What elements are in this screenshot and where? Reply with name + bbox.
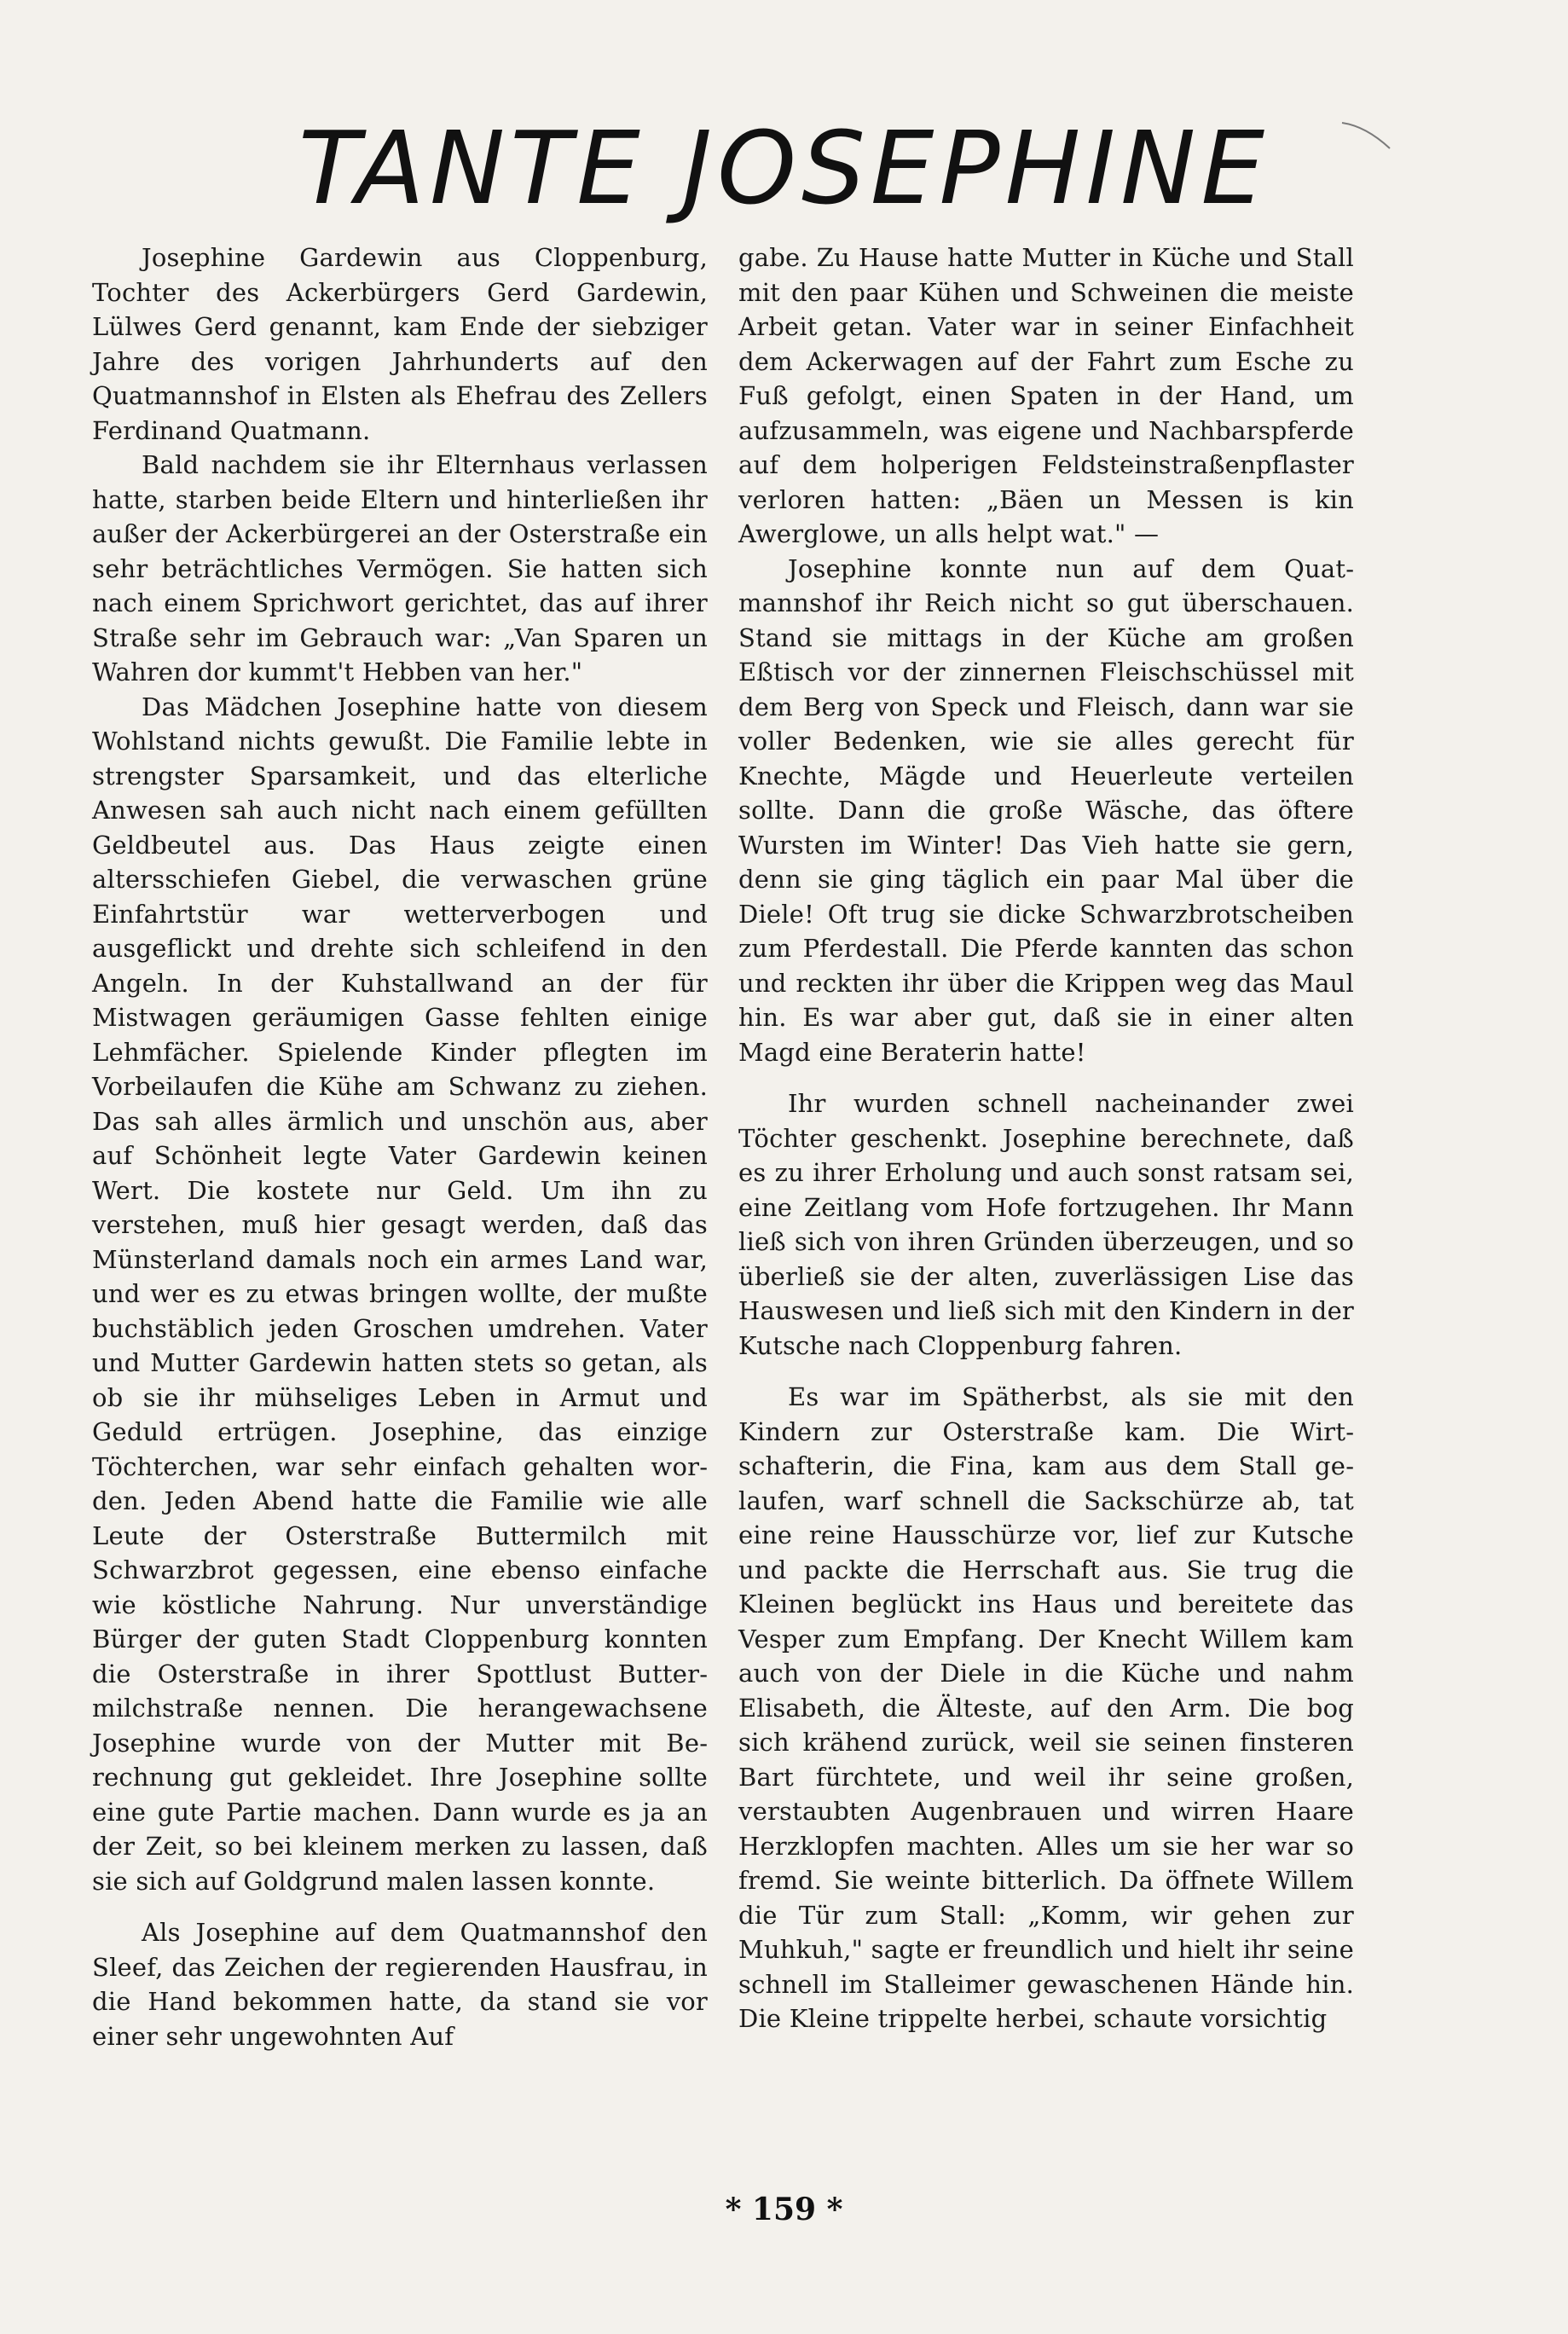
text-column-left: [92, 240, 708, 2053]
paragraph: Bald nachdem sie ihr Elternhaus verlassen hatte, starben beide Eltern und hinterließen ihr außer der Ackerbürgerei an der Osterstraße ein sehr beträchtliches Vermögen. Sie hatten sich nach einem Sprichwort gerichtet, das auf ihrer Straße sehr im Gebrauch war: „Van Sparen un Wahren dor kummt't Hebben van her.": [92, 450, 708, 686]
page-title: TANTE JOSEPHINE: [298, 109, 1270, 227]
paragraph: Es war im Spätherbst, als sie mit den Kindern zur Osterstraße kam. Die Wirtschafterin, die Fina, kam aus dem Stall gelaufen, warf schnell die Sackschürze ab, tat eine reine Hausschürze vor, lief zur Kutsche und packte die Herrschaft aus. Sie trug die Kleinen beglückt ins Haus und bereitete das Vesper zum Empfang. Der Knecht Willem kam auch von der Diele in die Küche und nahm Elisabeth, die Älteste, auf den Arm. Die bog sich krähend zurück, weil sie seinen finsteren Bart fürchtete, und weil ihr seine großen, verstaubten Augenbrauen und wirren Haare Herzklopfen machten. Alles um sie her war so fremd. Sie weinte bitterlich. Da öffnete Willem die Tür zum Stall: „Komm, wir gehen zur Muhkuh," sagte er freundlich und hielt ihr seine schnell im Stalleimer gewaschenen Hände hin. Die Kleine trippelte herbei, schaute vorsichtig: [738, 1382, 1354, 2033]
paragraph: gabe. Zu Hause hatte Mutter in Küche und Stall mit den paar Kühen und Schweinen die meiste Arbeit getan. Vater war in seiner Einfachheit dem Ackerwagen auf der Fahrt zum Esche zu Fuß gefolgt, einen Spaten in der Hand, um aufzusammeln, was eigene und Nachbarspferde auf dem holperigen Feldsteinstraßenpflaster verloren hatten: „Bäen un Messen is kin Awerglowe, un alls helpt wat." —: [738, 243, 1354, 548]
paragraph: Josephine Gardewin aus Cloppenburg, Tochter des Ackerbürgers Gerd Gardewin, Lülwes Gerd genannt, kam Ende der siebziger Jahre des vorigen Jahrhunderts auf den Quatmannshof in Elsten als Ehefrau des Zellers Ferdinand Quatmann.: [92, 243, 708, 445]
text-column-right: [738, 240, 1354, 2036]
paragraph: Das Mädchen Josephine hatte von diesem Wohlstand nichts gewußt. Die Familie lebte in strengster Sparsamkeit, und das elterliche Anwesen sah auch nicht nach einem gefüllten Geldbeutel aus. Das Haus zeigte einen altersschiefen Giebel, die verwaschen grüne Einfahrtstür war wetterverbogen und ausgeflickt und drehte sich schleifend in den Angeln. In der Kuhstallwand an der für Mistwagen geräumigen Gasse fehlten einige Lehmfächer. Spielende Kinder pflegten im Vorbeilaufen die Kühe am Schwanz zu ziehen. Das sah alles ärmlich und unschön aus, aber auf Schönheit legte Vater Gardewin keinen Wert. Die kostete nur Geld. Um ihn zu verstehen, muß hier gesagt werden, daß das Münsterland damals noch ein armes Land war, und wer es zu etwas bringen wollte, der mußte buchstäblich jeden Groschen umdrehen. Vater und Mutter Gardewin hatten stets so getan, als ob sie ihr mühseliges Leben in Armut und Geduld ertrügen. Josephine, das einzige Töchterchen, war sehr einfach gehalten worden. Jeden Abend hatte die Familie wie alle Leute der Osterstraße Buttermilch mit Schwarzbrot gegessen, eine ebenso einfache wie köstliche Nahrung. Nur unverständige Bürger der guten Stadt Cloppenburg konnten die Osterstraße in ihrer Spottlust Buttermilchstraße nennen. Die herangewachsene Josephine wurde von der Mutter mit Berechnung gut gekleidet. Ihre Josephine sollte eine gute Partie machen. Dann wurde es ja an der Zeit, so bei kleinem merken zu lassen, daß sie sich auf Goldgrund malen lassen konnte.: [92, 692, 708, 1896]
page-number: * 159 *: [725, 2192, 843, 2227]
paragraph: Als Josephine auf dem Quatmannshof den Sleef, das Zeichen der regierenden Hausfrau, in die Hand bekommen hatte, da stand sie vor einer sehr ungewohnten Auf: [92, 1918, 708, 2051]
corner-stroke-mark: [1340, 118, 1392, 152]
paragraph: Ihr wurden schnell nacheinander zwei Töchter geschenkt. Josephine berechnete, daß es zu ihrer Erholung und auch sonst ratsam sei, eine Zeitlang vom Hofe fortzugehen. Ihr Mann ließ sich von ihren Gründen überzeugen, und so überließ sie der alten, zuverlässigen Lise das Hauswesen und ließ sich mit den Kindern in der Kutsche nach Cloppenburg fahren.: [738, 1089, 1354, 1360]
paragraph: Josephine konnte nun auf dem Quatmannshof ihr Reich nicht so gut überschauen. Stand sie mittags in der Küche am großen Eßtisch vor der zinnernen Fleischschüssel mit dem Berg von Speck und Fleisch, dann war sie voller Bedenken, wie sie alles gerecht für Knechte, Mägde und Heuerleute verteilen sollte. Dann die große Wäsche, das öftere Wursten im Winter! Das Vieh hatte sie gern, denn sie ging täglich ein paar Mal über die Diele! Oft trug sie dicke Schwarzbrotscheiben zum Pferdestall. Die Pferde kannten das schon und reckten ihr über die Krippen weg das Maul hin. Es war aber gut, daß sie in einer alten Magd eine Beraterin hatte!: [738, 553, 1354, 1067]
